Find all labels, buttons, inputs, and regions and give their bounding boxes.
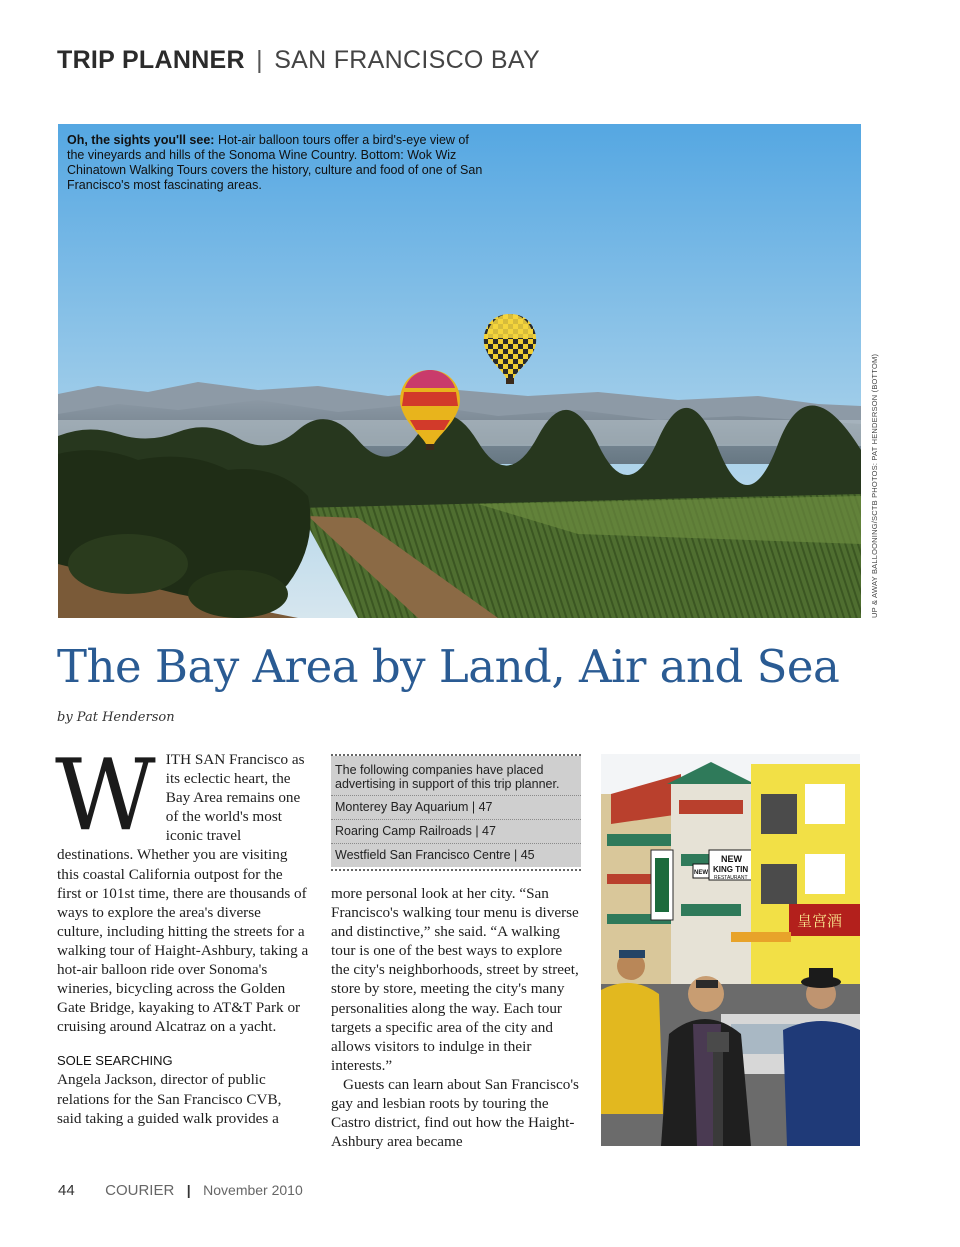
sign-new: NEW (721, 854, 742, 864)
advertiser-item: Roaring Camp Railroads | 47 (331, 819, 581, 843)
sign-restaurant: RESTAURANT (714, 875, 748, 881)
page-number: 44 (58, 1182, 75, 1199)
magazine-name: COURIER (105, 1182, 175, 1199)
article-paragraph-3: more personal look at her city. “San Francisco's walking tour menu is diverse and distinctive,” she said. “A walking tour is one of the best ways to explore the city's neighborhoods, street by street, store by store, meeting the city's many personalities along the way. Each tour targets a specific area of the city and allows visitors to indulge in their interests.” (331, 885, 579, 1074)
article-column-1 (55, 739, 309, 1128)
page-footer (58, 1182, 303, 1200)
dotted-rule (331, 869, 581, 871)
article-subhead: SOLE SEARCHING (57, 1053, 173, 1069)
article-headline: The Bay Area by Land, Air and Sea (57, 640, 840, 693)
article-paragraph-1: ITH SAN Francisco as its eclectic heart, the Bay Area remains one of the world's most iconic travel destinations. Whether you are visiting this coastal California outpost for the first or 101st time, there are thousands of ways to explore the area's diverse culture, including hitting the streets for a walking tour of Haight-Ashbury, taking a hot-air balloon ride over Sonoma's wineries, bicycling across the Golden Gate Bridge, kayaking to AT&T Park or cruising around Alcatraz on a yacht. (57, 751, 309, 1036)
article-column-2 (331, 884, 583, 1151)
header-separator: | (256, 46, 263, 74)
section-title: TRIP PLANNER (57, 46, 245, 74)
section-header (57, 46, 540, 75)
article-byline: by Pat Henderson (57, 710, 175, 725)
caption-text: Hot-air balloon tours offer a bird's-eye view of the vineyards and hills of the Sonoma Wine Country. Bottom: Wok Wiz Chinatown Walking Tours covers the history, culture and food of one of San Francisco's most fascinating areas. (67, 133, 483, 192)
advertiser-item: Monterey Bay Aquarium | 47 (331, 795, 581, 819)
photo-caption (67, 133, 487, 193)
advertiser-intro: The following companies have placed advertising in support of this trip planner. (331, 756, 581, 795)
sign-palace: 皇宮酒 (797, 912, 843, 930)
article-paragraph-4: Guests can learn about San Francisco's gay and lesbian roots by touring the Castro district, find out how the Haight-Ashbury area became (331, 1075, 579, 1151)
section-region: SAN FRANCISCO BAY (274, 46, 540, 74)
issue-date: November 2010 (203, 1182, 303, 1198)
drop-cap: W (55, 739, 156, 853)
advertiser-item: Westfield San Francisco Centre | 45 (331, 843, 581, 867)
footer-separator: | (186, 1182, 191, 1198)
advertiser-box (331, 754, 581, 871)
caption-lead: Oh, the sights you'll see: (67, 133, 215, 147)
chinatown-tour-photo (601, 754, 860, 1146)
sign-new-small: NEW (694, 870, 708, 876)
article-paragraph-2: Angela Jackson, director of public relations for the San Francisco CVB, said taking a guided walk provides a (57, 1071, 282, 1127)
photo-credit: UP & AWAY BALLOONING/SCTB PHOTOS: PAT HENDERSON (BOTTOM) (870, 353, 879, 618)
balloon-vineyard-photo (58, 124, 861, 618)
sign-king-tin: KING TIN (713, 865, 749, 874)
